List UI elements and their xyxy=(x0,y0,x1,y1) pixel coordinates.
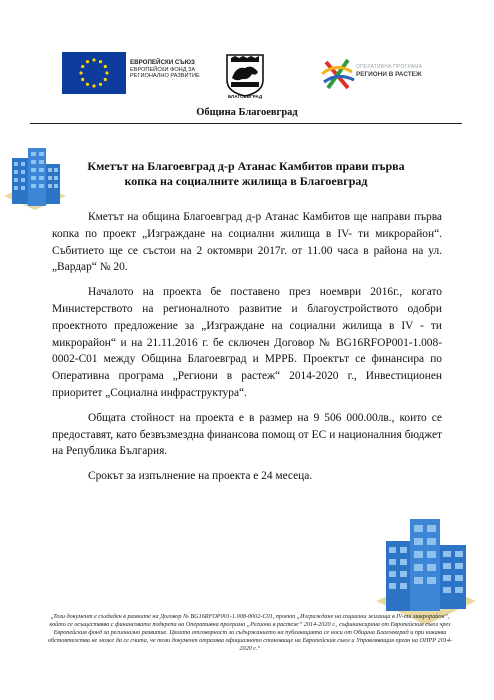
eu-line-1: ЕВРОПЕЙСКИ СЪЮЗ xyxy=(130,59,195,66)
municipality-name: Община Благоевград xyxy=(196,107,298,118)
program-logo-text xyxy=(356,64,422,78)
funding-disclaimer: „Този документ е създаден в рамките на Договор № BG16RFOP001-1.008-0002-C01, проект „Изграждане на социални жилища в IV-ти микрорайон“, който се осъществява с финансовата подкрепа на Оперативна програма „Региони в растеж“ 2014-2020 г., съфинансирана от Европейския съюз чрез Европейския фонд за регионално развитие. Цялата отговорност за съдържанието на публикацията се носи от Община Благоевград и при никакви обстоятелства не може да се счита, че този документ отразява официалното становище на Европейския съюз и Управляващия орган на ОПРР 2014-2020 г.“ xyxy=(48,613,452,652)
header-divider xyxy=(30,123,462,124)
eu-logo-text xyxy=(130,60,210,80)
eu-line-2: ЕВРОПЕЙСКИ ФОНД ЗА xyxy=(130,66,196,73)
article-title: Кметът на Благоевград д-р Атанас Камбитов прави първа копка на социалните жилища в Благоевград xyxy=(87,159,405,188)
paragraph-4: Срокът за изпълнение на проекта е 24 месеца. xyxy=(88,470,313,483)
program-line-2: РЕГИОНИ В РАСТЕЖ xyxy=(356,71,422,78)
crest-label: БЛАГОЕВГРАД xyxy=(227,94,263,99)
paragraph-3: Общата стойност на проекта е в размер на 9 506 000.00лв., които се предоставят, като безвъзмездна финансова помощ от ЕС и националния бюджет на Република България. xyxy=(52,411,442,458)
paragraph-2: Началото на проекта бе поставено през ноември 2016г., когато Министерството на регионалното развитие и благоустройството одобри проектното предложение за „Изграждане на социални жилища в IV - ти микрорайон“ и на 21.11.2016 г. бе сключен Договор № BG16RFOP001-1.008-0002-C01 между Община Благоевград и МРРБ. Проектът се финансира по Оперативна програма „Региони в растеж“ 2014-2020 г., Инвестиционен приоритет „Социална инфраструктура“. xyxy=(52,286,442,399)
eu-line-3: РЕГИОНАЛНО РАЗВИТИЕ xyxy=(130,73,200,80)
article-body xyxy=(52,209,442,493)
paragraph-1: Кметът на община Благоевград д-р Атанас Камбитов ще направи първа копка по проект „Изграждане на социални жилища в IV- ти микрорайон“. Събитието ще се състои на 2 октомври 2017г. от 11.00 часа в района на ул. „Вардар“ № 20. xyxy=(52,211,442,274)
blagoevgrad-crest-icon xyxy=(222,52,268,98)
program-line-1: ОПЕРАТИВНА ПРОГРАМА xyxy=(356,64,423,70)
eu-flag-icon xyxy=(62,52,126,94)
